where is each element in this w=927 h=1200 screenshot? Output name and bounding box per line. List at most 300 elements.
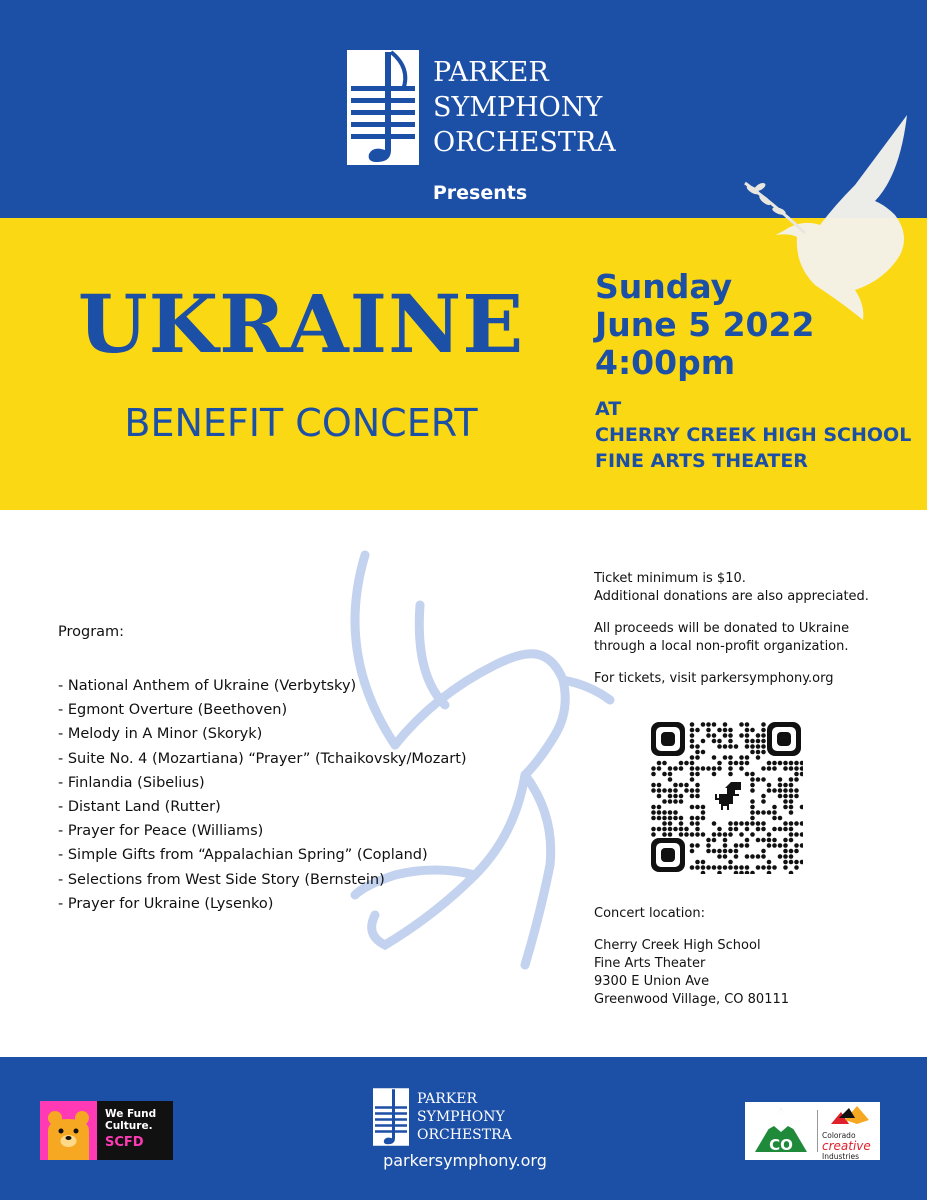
qr-module (756, 744, 761, 749)
qr-module (690, 772, 695, 777)
qr-module (750, 739, 755, 744)
qr-module (750, 788, 755, 793)
footer-logo-wordmark (417, 1090, 512, 1144)
qr-module (734, 843, 739, 848)
qr-module (679, 761, 684, 766)
qr-module (690, 733, 695, 738)
qr-module (690, 865, 695, 870)
qr-module (756, 838, 761, 843)
qr-module (739, 733, 744, 738)
qr-module (690, 744, 695, 749)
qr-module (739, 832, 744, 837)
logo-word-symphony: SYMPHONY (417, 1109, 505, 1125)
qr-module (662, 827, 667, 832)
qr-module (756, 827, 761, 832)
qr-module (723, 832, 728, 837)
qr-module (789, 783, 794, 788)
qr-module (761, 865, 766, 870)
qr-module (701, 816, 706, 821)
qr-module (695, 832, 700, 837)
venue-line-2: FINE ARTS THEATER (595, 450, 808, 472)
qr-module (723, 865, 728, 870)
qr-module (756, 810, 761, 815)
qr-module (706, 733, 711, 738)
qr-module (712, 733, 717, 738)
qr-module (723, 843, 728, 848)
qr-module (772, 843, 777, 848)
orchestra-logo-icon (347, 50, 419, 165)
qr-module (734, 865, 739, 870)
qr-module (651, 810, 656, 815)
qr-module (761, 810, 766, 815)
footer-url[interactable]: parkersymphony.org (383, 1151, 547, 1170)
proceeds-line-2: through a local non-profit organization. (594, 639, 849, 654)
qr-module (717, 761, 722, 766)
qr-module (761, 838, 766, 843)
qr-module (662, 788, 667, 793)
qr-module (690, 739, 695, 744)
qr-module (728, 827, 733, 832)
qr-module (745, 733, 750, 738)
qr-module (772, 816, 777, 821)
qr-module (783, 849, 788, 854)
qr-module (706, 838, 711, 843)
qr-module (668, 772, 673, 777)
qr-module (662, 816, 667, 821)
qr-module (739, 843, 744, 848)
qr-module (695, 794, 700, 799)
qr-module (750, 810, 755, 815)
qr-module (679, 816, 684, 821)
qr-module (717, 728, 722, 733)
qr-module (668, 827, 673, 832)
qr-module (690, 821, 695, 826)
qr-module (668, 821, 673, 826)
program-list (58, 674, 467, 916)
qr-module (695, 783, 700, 788)
qr-module (701, 805, 706, 810)
qr-module (679, 832, 684, 837)
qr-module (750, 854, 755, 859)
qr-module (783, 805, 788, 810)
qr-module (756, 777, 761, 782)
qr-module (734, 744, 739, 749)
qr-module (756, 865, 761, 870)
qr-module (695, 728, 700, 733)
qr-module (756, 755, 761, 760)
qr-module (794, 832, 799, 837)
event-date: June 5 2022 (595, 305, 815, 344)
venue-line-1: CHERRY CREEK HIGH SCHOOL (595, 424, 912, 446)
qr-module (701, 739, 706, 744)
qr-module (673, 799, 678, 804)
program-item: - Selections from West Side Story (Bernstein) (58, 871, 385, 888)
qr-module (789, 761, 794, 766)
qr-module (794, 766, 799, 771)
qr-module (761, 854, 766, 859)
qr-module (679, 766, 684, 771)
qr-module (767, 810, 772, 815)
qr-module (745, 755, 750, 760)
qr-module (794, 788, 799, 793)
qr-module (657, 761, 662, 766)
qr-module (767, 838, 772, 843)
qr-module (679, 794, 684, 799)
cci-industries: Industries (822, 1152, 860, 1161)
ticket-minimum: Ticket minimum is $10. (594, 571, 746, 586)
qr-module (706, 843, 711, 848)
qr-module (734, 821, 739, 826)
event-time: 4:00pm (595, 343, 736, 382)
qr-module (701, 865, 706, 870)
qr-module (789, 827, 794, 832)
qr-module (783, 827, 788, 832)
program-item: - Prayer for Ukraine (Lysenko) (58, 895, 274, 912)
qr-module (794, 772, 799, 777)
qr-module (789, 799, 794, 804)
qr-module (794, 843, 799, 848)
qr-module (712, 821, 717, 826)
qr-module (690, 843, 695, 848)
qr-module (750, 783, 755, 788)
qr-module (662, 832, 667, 837)
qr-module (673, 816, 678, 821)
qr-module (717, 739, 722, 744)
qr-module (734, 849, 739, 854)
qr-module (772, 761, 777, 766)
qr-module (684, 788, 689, 793)
qr-module (662, 810, 667, 815)
qr-module (761, 750, 766, 755)
logo-word-orchestra: ORCHESTRA (417, 1127, 512, 1143)
qr-module (673, 783, 678, 788)
qr-module (723, 728, 728, 733)
qr-module (712, 865, 717, 870)
qr-module (745, 739, 750, 744)
qr-module (684, 761, 689, 766)
qr-module (673, 810, 678, 815)
qr-module (778, 783, 783, 788)
qr-module (684, 827, 689, 832)
qr-module (750, 744, 755, 749)
qr-module (750, 799, 755, 804)
location-line: Greenwood Village, CO 80111 (594, 992, 790, 1007)
qr-module (657, 788, 662, 793)
footer-logo (373, 1088, 512, 1146)
qr-module (717, 827, 722, 832)
qr-module (717, 832, 722, 837)
scfd-logo (40, 1101, 173, 1160)
qr-module (662, 761, 667, 766)
qr-module (756, 750, 761, 755)
qr-module (684, 832, 689, 837)
qr-module (778, 854, 783, 859)
qr-module (734, 854, 739, 859)
qr-module (690, 722, 695, 727)
qr-module (701, 766, 706, 771)
qr-module (761, 849, 766, 854)
qr-module (690, 794, 695, 799)
qr-module (794, 761, 799, 766)
logo-word-symphony: SYMPHONY (433, 92, 603, 123)
program-section (58, 624, 467, 912)
qr-module (717, 766, 722, 771)
qr-module (778, 761, 783, 766)
qr-module (789, 832, 794, 837)
qr-module (712, 849, 717, 854)
qr-module (695, 744, 700, 749)
qr-module (767, 788, 772, 793)
qr-module (651, 788, 656, 793)
qr-module (712, 838, 717, 843)
qr-module (690, 755, 695, 760)
qr-module (750, 772, 755, 777)
qr-module (717, 865, 722, 870)
qr-module (789, 777, 794, 782)
qr-module (739, 722, 744, 727)
qr-module (783, 799, 788, 804)
qr-module (712, 755, 717, 760)
qr-module (695, 860, 700, 865)
qr-module (778, 827, 783, 832)
qr-module (783, 843, 788, 848)
logo-word-orchestra: ORCHESTRA (433, 127, 616, 158)
program-item: - Melody in A Minor (Skoryk) (58, 726, 263, 743)
qr-module (662, 772, 667, 777)
location-line: Cherry Creek High School (594, 938, 761, 953)
ticket-info (594, 570, 869, 688)
scfd-bear-logo (40, 1101, 97, 1160)
qr-module (684, 783, 689, 788)
qr-module (778, 816, 783, 821)
proceeds-line-1: All proceeds will be donated to Ukraine (594, 621, 850, 636)
qr-module (651, 832, 656, 837)
qr-module (745, 744, 750, 749)
qr-module (657, 810, 662, 815)
qr-module (761, 794, 766, 799)
qr-module (657, 816, 662, 821)
qr-module (695, 788, 700, 793)
concert-location (594, 905, 789, 1009)
qr-module (772, 865, 777, 870)
qr-module (745, 854, 750, 859)
qr-module (695, 827, 700, 832)
qr-module (701, 832, 706, 837)
qr-module (750, 832, 755, 837)
qr-module (679, 783, 684, 788)
qr-module (750, 728, 755, 733)
qr-module (728, 832, 733, 837)
qr-module (657, 766, 662, 771)
qr-module (695, 843, 700, 848)
qr-module (717, 744, 722, 749)
qr-module (767, 766, 772, 771)
qr-module (778, 843, 783, 848)
qr-module (723, 838, 728, 843)
qr-module (668, 816, 673, 821)
qr-module (783, 838, 788, 843)
qr-module (789, 766, 794, 771)
qr-module (673, 788, 678, 793)
qr-module (778, 788, 783, 793)
qr-module (668, 788, 673, 793)
location-label: Concert location: (594, 906, 705, 921)
title-ukraine: UKRAINE (77, 277, 525, 371)
qr-module (712, 766, 717, 771)
qr-module (717, 854, 722, 859)
qr-module (695, 821, 700, 826)
qr-module (734, 827, 739, 832)
qr-module (756, 854, 761, 859)
qr-module (794, 821, 799, 826)
qr-module (750, 777, 755, 782)
qr-module (723, 854, 728, 859)
qr-module (668, 810, 673, 815)
qr-module (783, 860, 788, 865)
cci-text (822, 1131, 871, 1161)
qr-module (668, 766, 673, 771)
qr-module (651, 816, 656, 821)
qr-module (690, 788, 695, 793)
qr-module (728, 744, 733, 749)
bear-icon (40, 1101, 97, 1160)
qr-module (734, 761, 739, 766)
qr-module (690, 849, 695, 854)
qr-module (728, 865, 733, 870)
qr-module (706, 766, 711, 771)
qr-module (739, 821, 744, 826)
qr-module (673, 766, 678, 771)
qr-module (783, 794, 788, 799)
qr-module (783, 783, 788, 788)
qr-module (794, 849, 799, 854)
qr-module (783, 766, 788, 771)
qr-module (690, 766, 695, 771)
tickets-link-text[interactable]: For tickets, visit parkersymphony.org (594, 671, 834, 686)
event-venue (595, 396, 911, 474)
qr-module (717, 849, 722, 854)
qr-module (712, 739, 717, 744)
qr-module (668, 794, 673, 799)
qr-module (761, 821, 766, 826)
qr-module (695, 750, 700, 755)
qr-module (756, 733, 761, 738)
location-line: Fine Arts Theater (594, 956, 706, 971)
qr-module (789, 854, 794, 859)
qr-module (789, 810, 794, 815)
qr-module (728, 761, 733, 766)
qr-module (794, 777, 799, 782)
qr-module (679, 799, 684, 804)
qr-module (772, 788, 777, 793)
qr-module (668, 832, 673, 837)
qr-module (723, 755, 728, 760)
qr-module (772, 838, 777, 843)
qr-module (761, 766, 766, 771)
qr-module (789, 821, 794, 826)
qr-module (794, 794, 799, 799)
qr-module (723, 733, 728, 738)
logo-word-parker: PARKER (417, 1091, 478, 1107)
qr-module (723, 722, 728, 727)
qr-module (706, 865, 711, 870)
event-at: AT (595, 398, 622, 420)
program-item: - National Anthem of Ukraine (Verbytsky) (58, 678, 357, 694)
qr-module (657, 783, 662, 788)
qr-module (690, 805, 695, 810)
qr-module (789, 849, 794, 854)
qr-module (745, 722, 750, 727)
qr-module (728, 728, 733, 733)
ticket-donations: Additional donations are also appreciated. (594, 589, 869, 604)
qr-module (728, 766, 733, 771)
qr-module (728, 772, 733, 777)
qr-module (761, 744, 766, 749)
qr-module (761, 722, 766, 727)
qr-module (745, 843, 750, 848)
qr-module (701, 750, 706, 755)
qr-module (723, 744, 728, 749)
qr-module (728, 849, 733, 854)
qr-module (690, 832, 695, 837)
program-item: - Simple Gifts from “Appalachian Spring” (Copland) (58, 847, 428, 864)
title-benefit-concert: BENEFIT CONCERT (124, 401, 478, 445)
qr-module (772, 810, 777, 815)
qr-module (651, 805, 656, 810)
qr-module (701, 722, 706, 727)
qr-module (750, 750, 755, 755)
qr-module (657, 827, 662, 832)
qr-code-icon[interactable] (649, 720, 803, 874)
qr-module (739, 755, 744, 760)
qr-module (673, 794, 678, 799)
qr-module (767, 865, 772, 870)
qr-module (761, 728, 766, 733)
qr-module (745, 827, 750, 832)
qr-module (745, 772, 750, 777)
qr-module (662, 799, 667, 804)
qr-module (695, 816, 700, 821)
program-item: - Finlandia (Sibelius) (58, 774, 205, 791)
program-title: Program: (58, 624, 125, 640)
qr-module (728, 755, 733, 760)
qr-module (750, 805, 755, 810)
qr-module (662, 821, 667, 826)
qr-module (745, 761, 750, 766)
qr-module (756, 821, 761, 826)
qr-module (772, 827, 777, 832)
qr-module (745, 728, 750, 733)
cci-state: Colorado (822, 1131, 856, 1140)
qr-module (772, 766, 777, 771)
qr-module (767, 860, 772, 865)
qr-module (767, 843, 772, 848)
qr-module (756, 739, 761, 744)
location-line: 9300 E Union Ave (594, 974, 710, 989)
qr-module (761, 827, 766, 832)
qr-module (695, 766, 700, 771)
qr-module (651, 827, 656, 832)
qr-module (739, 761, 744, 766)
qr-module (695, 805, 700, 810)
qr-module (679, 827, 684, 832)
qr-module (651, 766, 656, 771)
qr-module (690, 728, 695, 733)
qr-module (789, 838, 794, 843)
event-day: Sunday (595, 267, 733, 306)
qr-module (690, 816, 695, 821)
qr-module (712, 772, 717, 777)
